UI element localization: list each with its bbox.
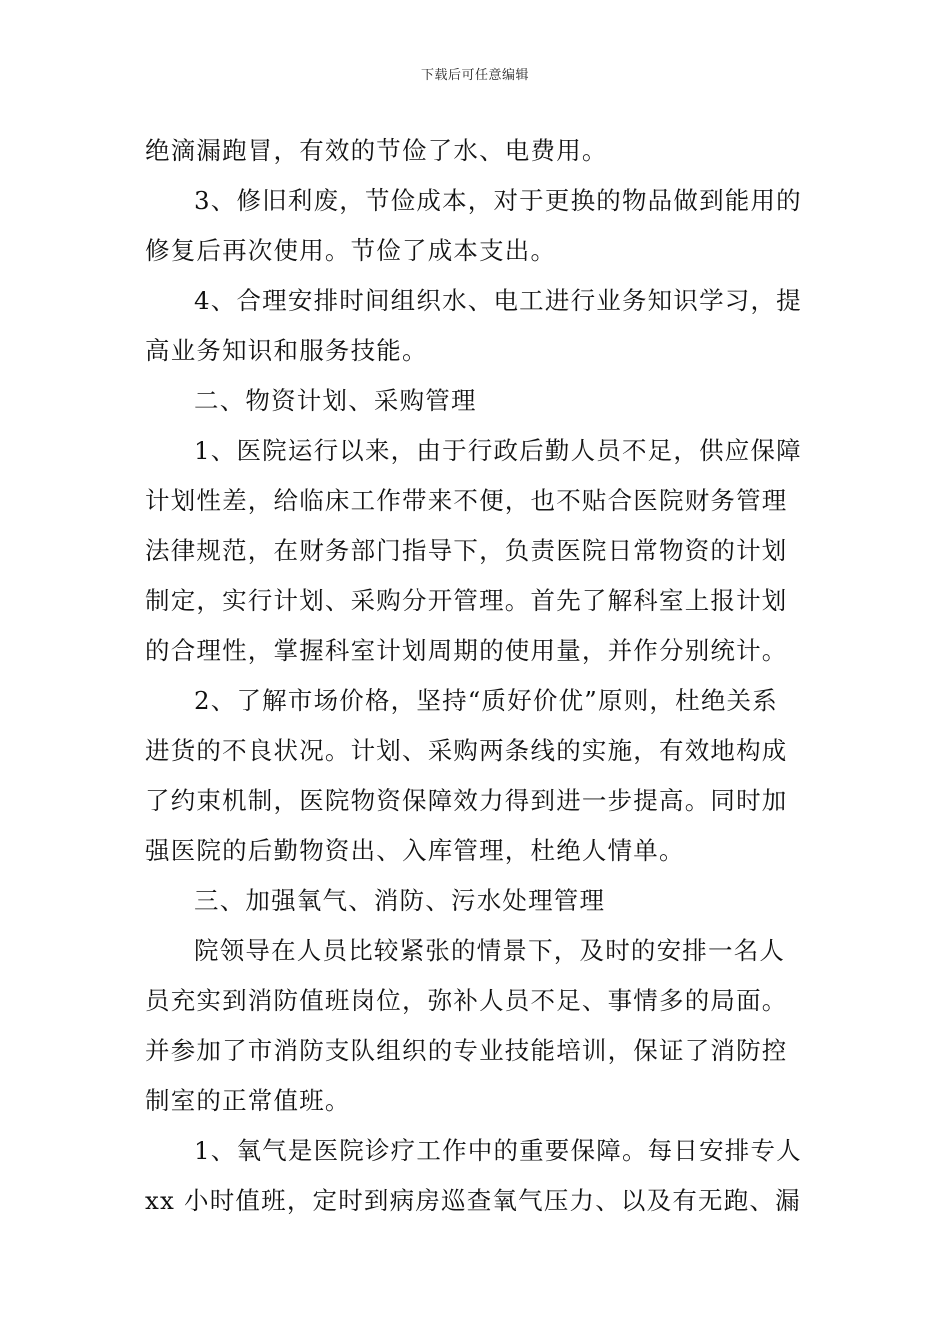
text-line: 院领导在人员比较紧张的情景下，及时的安排一名人 <box>194 936 786 965</box>
text-line: 的合理性，掌握科室计划周期的使用量，并作分别统计。 <box>145 636 788 665</box>
text-line: 2、了解市场价格，坚持“质好价优”原则，杜绝关系 <box>194 686 778 715</box>
text-line: 了约束机制，医院物资保障效力得到进一步提高。同时加 <box>145 786 788 815</box>
section-heading: 三、加强氧气、消防、污水处理管理 <box>194 886 606 915</box>
text-line: 并参加了市消防支队组织的专业技能培训，保证了消防控 <box>145 1036 788 1065</box>
text-line: 1、氧气是医院诊疗工作中的重要保障。每日安排专人 <box>194 1136 802 1165</box>
text-line: 3、修旧利废，节俭成本，对于更换的物品做到能用的 <box>194 186 802 215</box>
text-line: 绝滴漏跑冒，有效的节俭了水、电费用。 <box>145 136 608 165</box>
text-line: 强医院的后勤物资出、入库管理，杜绝人情单。 <box>145 836 685 865</box>
text-line: 制定，实行计划、采购分开管理。首先了解科室上报计划 <box>145 586 788 615</box>
section-heading: 二、物资计划、采购管理 <box>194 386 477 415</box>
text-line: 进货的不良状况。计划、采购两条线的实施，有效地构成 <box>145 736 788 765</box>
text-line: 制室的正常值班。 <box>145 1086 351 1115</box>
text-line: xx 小时值班，定时到病房巡查氧气压力、以及有无跑、漏 <box>145 1186 801 1215</box>
text-line: 高业务知识和服务技能。 <box>145 336 428 365</box>
text-line: 修复后再次使用。节俭了成本支出。 <box>145 236 557 265</box>
text-line: 1、医院运行以来，由于行政后勤人员不足，供应保障 <box>194 436 802 465</box>
text-line: 计划性差，给临床工作带来不便，也不贴合医院财务管理 <box>145 486 788 515</box>
document-body <box>145 126 810 1226</box>
text-line: 4、合理安排时间组织水、电工进行业务知识学习，提 <box>194 286 802 315</box>
text-line: 员充实到消防值班岗位，弥补人员不足、事情多的局面。 <box>145 986 788 1015</box>
page-header: 下载后可任意编辑 <box>420 68 529 83</box>
text-line: 法律规范，在财务部门指导下，负责医院日常物资的计划 <box>145 536 788 565</box>
